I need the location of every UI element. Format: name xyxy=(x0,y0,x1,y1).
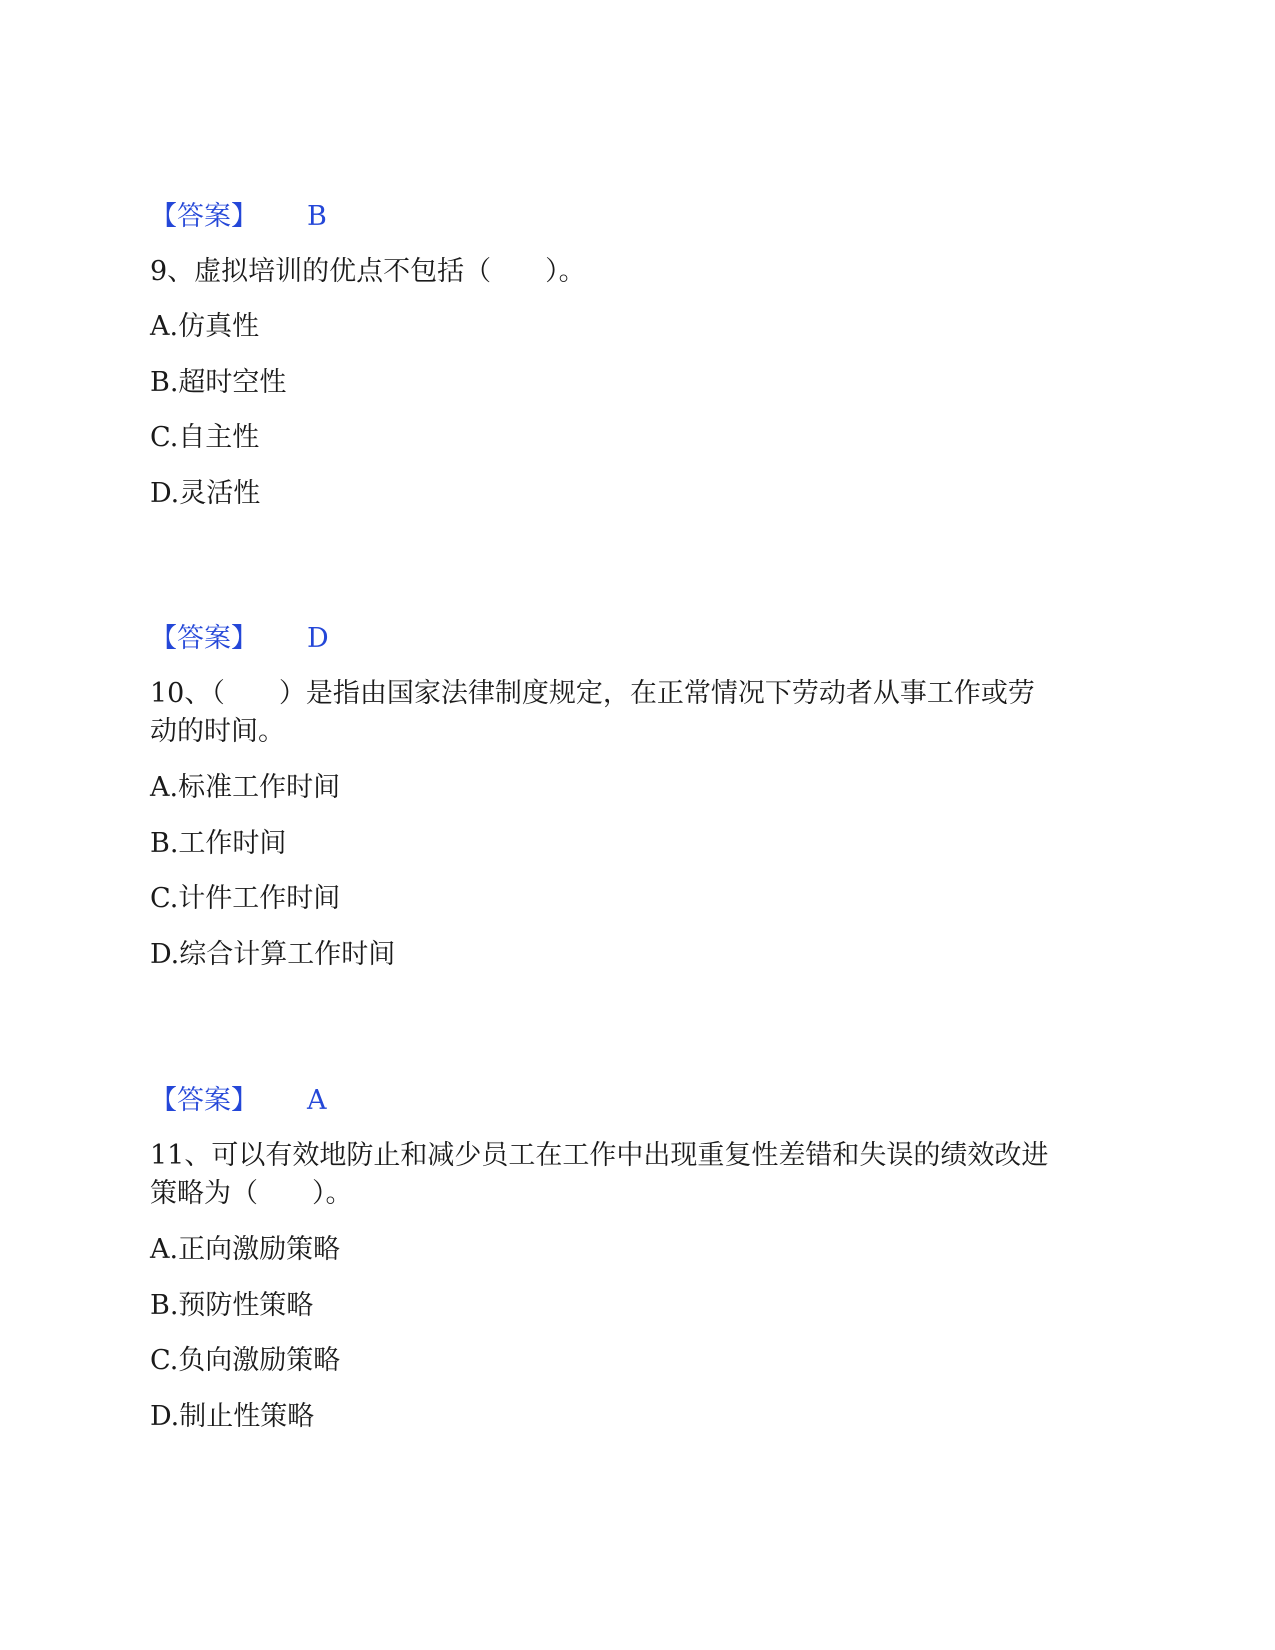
option-b: B.预防性策略 xyxy=(150,1290,314,1321)
answer-label: 【答案】 xyxy=(150,1085,258,1116)
option-d: D.制止性策略 xyxy=(150,1401,315,1432)
answer-value: D xyxy=(307,623,329,654)
answer-row xyxy=(150,620,258,658)
question-stem: 9、虚拟培训的优点不包括（ ）。 xyxy=(150,256,586,287)
option-a: A.仿真性 xyxy=(150,311,260,342)
option-a: A.正向激励策略 xyxy=(150,1234,341,1265)
option-b: B.工作时间 xyxy=(150,828,287,859)
question-stem-continued: 动的时间。 xyxy=(150,716,285,747)
answer-row xyxy=(150,1082,258,1120)
answer-value: B xyxy=(307,201,327,232)
question-stem: 11、可以有效地防止和减少员工在工作中出现重复性差错和失误的绩效改进 xyxy=(150,1140,1049,1171)
option-b: B.超时空性 xyxy=(150,367,287,398)
answer-row xyxy=(150,198,258,236)
answer-label: 【答案】 xyxy=(150,623,258,654)
answer-label: 【答案】 xyxy=(150,201,258,232)
option-d: D.综合计算工作时间 xyxy=(150,939,396,970)
option-c: C.负向激励策略 xyxy=(150,1345,341,1376)
option-a: A.标准工作时间 xyxy=(150,772,341,803)
option-d: D.灵活性 xyxy=(150,478,261,509)
answer-value: A xyxy=(307,1085,327,1116)
question-stem: 10、（ ）是指由国家法律制度规定，在正常情况下劳动者从事工作或劳 xyxy=(150,678,1035,709)
option-c: C.自主性 xyxy=(150,422,260,453)
question-stem-continued: 策略为（ ）。 xyxy=(150,1178,353,1209)
option-c: C.计件工作时间 xyxy=(150,883,341,914)
